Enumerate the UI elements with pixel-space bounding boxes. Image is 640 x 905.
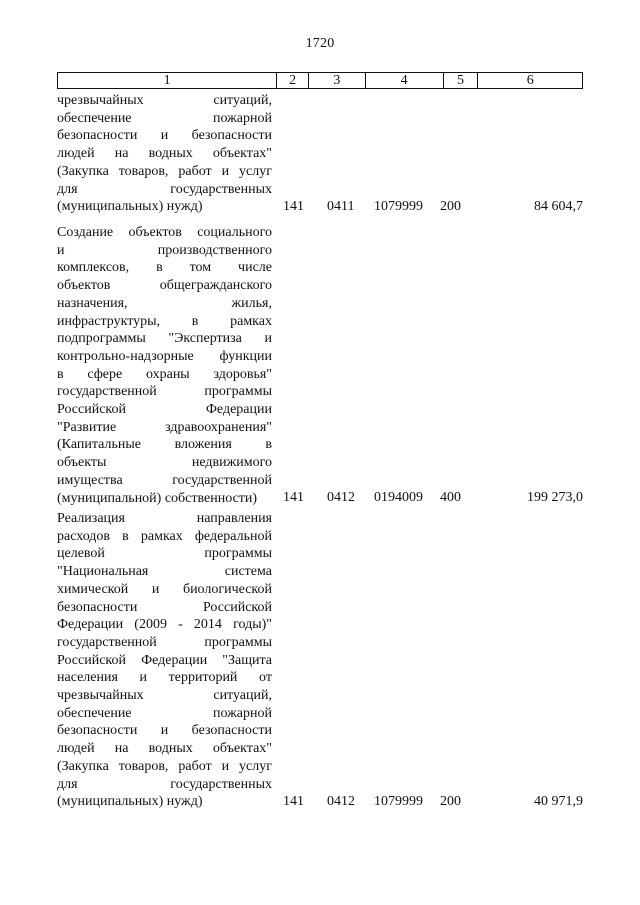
table-row (57, 224, 583, 507)
section-code: 0412 (327, 793, 355, 809)
column-header-1: 1 (58, 73, 277, 88)
description-line: Российской Федерации (57, 402, 272, 418)
column-header-6: 6 (526, 73, 534, 88)
description-line: в сфере охраны здоровья" (57, 366, 272, 382)
description-line: (муниципальных) нужд) (57, 199, 203, 215)
target-article-code: 1079999 (374, 793, 423, 809)
column-header-4: 4 (366, 73, 444, 88)
amount: 84 604,7 (534, 198, 583, 214)
description-line: государственной программы (57, 384, 272, 400)
section-code: 0411 (327, 198, 355, 214)
description-line: объектов общегражданского (57, 278, 272, 294)
row-description (57, 224, 272, 507)
description-line: расходов в рамках федеральной (57, 528, 272, 544)
expense-type-code: 200 (440, 198, 461, 214)
description-line: для государственных (57, 776, 272, 792)
description-line: (Закупка товаров, работ и услуг (57, 758, 272, 774)
description-line: государственной программы (57, 634, 272, 650)
row-description (57, 510, 272, 811)
section-code: 0412 (327, 490, 355, 506)
description-line: Российской Федерации "Защита (57, 652, 272, 668)
description-line: обеспечение пожарной (57, 110, 272, 126)
description-line: Федерации (2009 - 2014 годы)" (57, 617, 272, 633)
amount: 40 971,9 (534, 793, 583, 809)
amount: 199 273,0 (527, 490, 583, 506)
description-line: контрольно-надзорные функции (57, 348, 272, 364)
description-line: (Капитальные вложения в (57, 437, 272, 453)
description-line: объекты недвижимого (57, 455, 272, 471)
description-line: чрезвычайных ситуаций, (57, 93, 272, 108)
table-row (57, 510, 583, 811)
table-header (57, 72, 583, 89)
description-line: комплексов, в том числе (57, 260, 272, 276)
page-number: 1720 (305, 36, 335, 51)
column-header-2: 2 (277, 73, 309, 88)
column-header-5: 5 (444, 73, 479, 88)
description-line: Создание объектов социального (57, 225, 272, 240)
description-line: "Национальная система (57, 564, 272, 580)
description-line: Реализация направления (57, 511, 272, 526)
description-line: для государственных (57, 181, 272, 197)
description-line: химической и биологической (57, 581, 272, 597)
description-line: имущества государственной (57, 472, 272, 488)
description-line: чрезвычайных ситуаций, (57, 688, 272, 704)
description-line: (Закупка товаров, работ и услуг (57, 163, 272, 179)
target-article-code: 0194009 (374, 490, 423, 506)
expense-type-code: 200 (440, 793, 461, 809)
target-article-code: 1079999 (374, 198, 423, 214)
description-line: инфраструктуры, в рамках (57, 313, 272, 329)
description-line: (муниципальных) нужд) (57, 794, 203, 810)
description-line: людей на водных объектах" (57, 146, 272, 162)
row-codes (57, 489, 583, 507)
description-line: "Развитие здравоохранения" (57, 419, 272, 435)
description-line: (муниципальной) собственности) (57, 490, 258, 506)
column-header-3: 3 (309, 73, 366, 88)
description-line: безопасности Российской (57, 599, 272, 615)
description-line: и производственного (57, 242, 272, 258)
description-line: безопасности и безопасности (57, 723, 272, 739)
grbs-code: 141 (283, 793, 304, 809)
description-line: людей на водных объектах" (57, 741, 272, 757)
grbs-code: 141 (283, 198, 304, 214)
grbs-code: 141 (283, 490, 304, 506)
description-line: безопасности и безопасности (57, 128, 272, 144)
table-row (57, 92, 583, 216)
description-line: обеспечение пожарной (57, 705, 272, 721)
row-codes (57, 198, 583, 216)
expense-type-code: 400 (440, 490, 461, 506)
description-line: подпрограммы "Экспертиза и (57, 331, 272, 347)
row-codes (57, 793, 583, 811)
description-line: назначения, жилья, (57, 295, 272, 311)
description-line: целевой программы (57, 546, 272, 562)
description-line: населения и территорий от (57, 670, 272, 686)
